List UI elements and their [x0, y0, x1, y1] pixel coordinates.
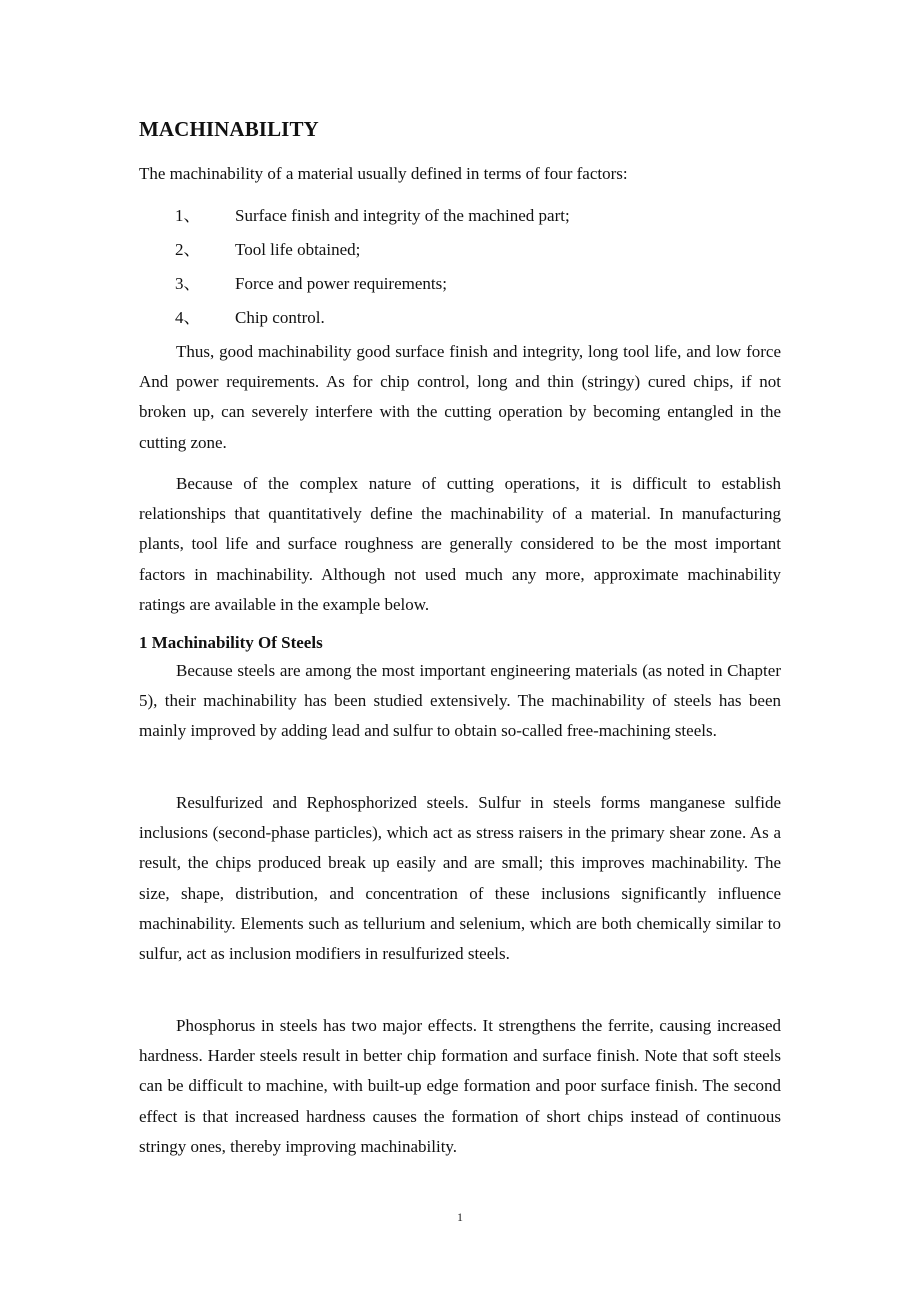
list-item-number: 1、	[175, 206, 201, 225]
paragraph-resulfurized: Resulfurized and Rephosphorized steels. Sulfur in steels forms manganese sulfide inclusions (second-phase particles), which act as stress raisers in the primary shear zone. As a result, the chips produced break up easily and are small; this improves machinability. The size, shape, distribution, and concentration of these inclusions significantly influence machinability. Elements such as tellurium and selenium, which are both chemically similar to sulfur, act as inclusion modifiers in resulfurized steels.	[139, 793, 781, 964]
list-item-number: 2、	[175, 240, 201, 259]
list-item-number: 4、	[175, 308, 201, 327]
list-item-text: Surface finish and integrity of the machined part;	[235, 206, 570, 225]
paragraph-complex-nature: Because of the complex nature of cutting operations, it is difficult to establish relationships that quantitatively define the machinability of a material. In manufacturing plants, tool life and surface roughness are generally considered to be the most important factors in machinability. Although not used much any more, approximate machinability ratings are available in the example below.	[139, 474, 781, 614]
list-item	[139, 204, 570, 238]
paragraph-steels-intro: Because steels are among the most important engineering materials (as noted in Chapter 5), their machinability has been studied extensively. The machinability of steels has been mainly improved by adding lead and sulfur to obtain so-called free-machining steels.	[139, 661, 781, 741]
list-item	[139, 306, 570, 340]
page-title: MACHINABILITY	[139, 117, 319, 141]
section-heading: 1 Machinability Of Steels	[139, 633, 323, 652]
list-item-text: Tool life obtained;	[235, 240, 361, 259]
list-item	[139, 238, 570, 272]
list-item	[139, 272, 570, 306]
intro-text: The machinability of a material usually defined in terms of four factors:	[139, 164, 628, 183]
factor-list	[139, 204, 570, 340]
list-item-text: Force and power requirements;	[235, 274, 447, 293]
page-number: 1	[457, 1210, 463, 1224]
list-item-number: 3、	[175, 274, 201, 293]
list-item-text: Chip control.	[235, 308, 325, 327]
paragraph-phosphorus: Phosphorus in steels has two major effects. It strengthens the ferrite, causing increased hardness. Harder steels result in better chip formation and surface finish. Note that soft steels can be difficult to machine, with built-up edge formation and poor surface finish. The second effect is that increased hardness causes the formation of short chips instead of continuous stringy ones, thereby improving machinability.	[139, 1016, 781, 1156]
paragraph-good-machinability: Thus, good machinability good surface finish and integrity, long tool life, and low force And power requirements. As for chip control, long and thin (stringy) cured chips, if not broken up, can severely interfere with the cutting operation by becoming entangled in the cutting zone.	[139, 342, 781, 452]
